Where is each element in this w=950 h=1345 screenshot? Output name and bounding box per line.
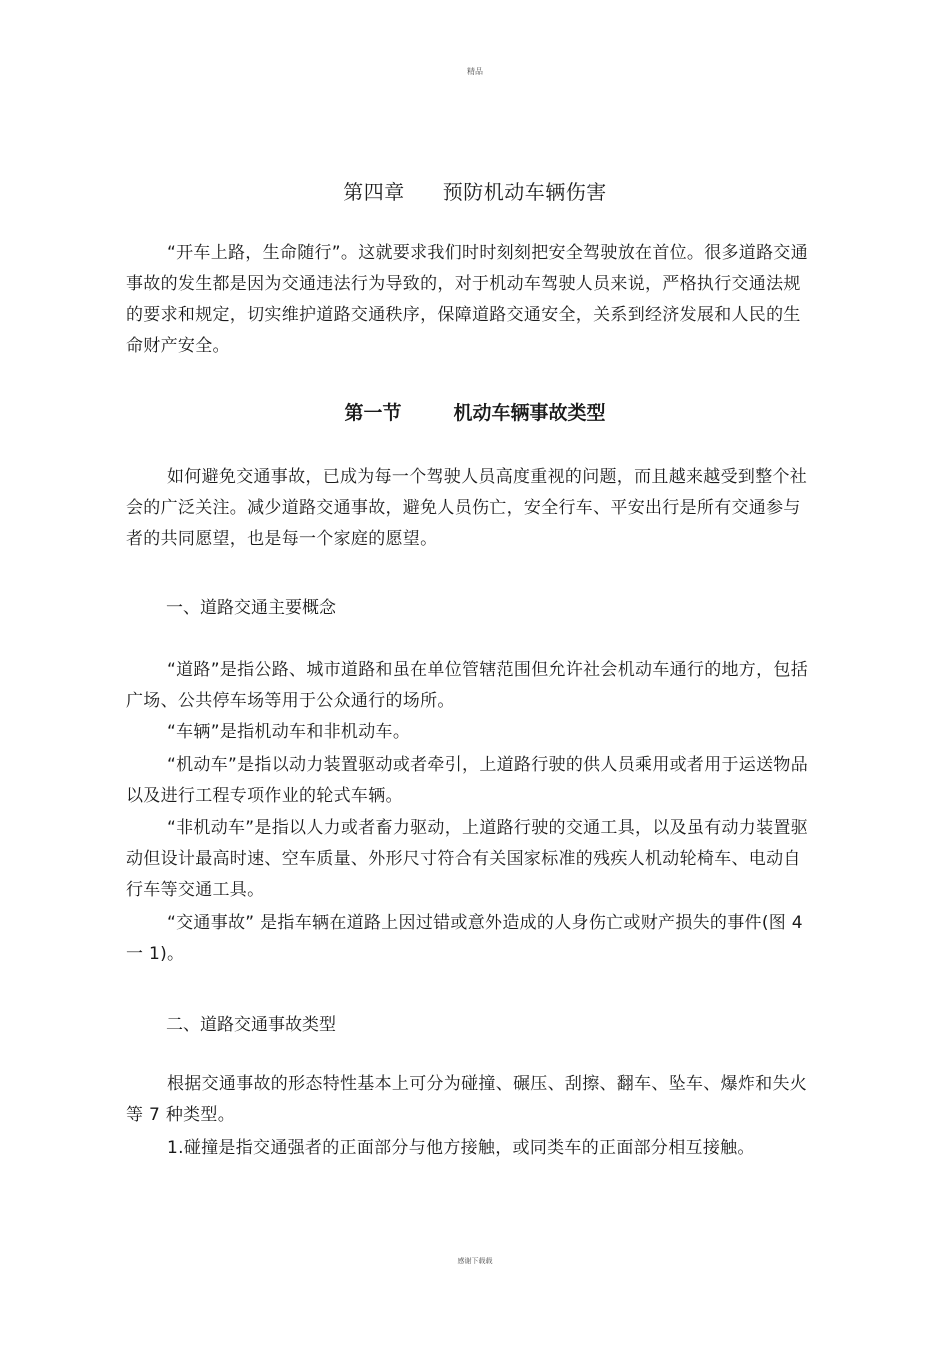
- accident-types-paragraph: 根据交通事故的形态特性基本上可分为碰撞、碾压、刮擦、翻车、坠车、爆炸和失火等 7 种类型。: [126, 1074, 808, 1125]
- page-header: 精品: [467, 67, 483, 76]
- definition-non-motor-vehicle: “非机动车”是指以人力或者畜力驱动，上道路行驶的交通工具，以及虽有动力装置驱动但设计最高时速、空车质量、外形尺寸符合有关国家标准的残疾人机动轮椅车、电动自行车等交通工具。: [126, 818, 809, 900]
- collision-item: 1.碰撞是指交通强者的正面部分与他方接触，或同类车的正面部分相互接触。: [167, 1138, 755, 1158]
- chapter-title: [0, 176, 950, 205]
- chapter-title-text: 预防机动车辆伤害: [442, 180, 607, 204]
- intro-paragraph: “开车上路，生命随行”。这就要求我们时时刻刻把安全驾驶放在首位。很多道路交通事故的发生都是因为交通违法行为导致的，对于机动车驾驶人员来说，严格执行交通法规的要求和规定，切实维护道路交通秩序，保障道路交通安全，关系到经济发展和人民的生命财产安全。: [126, 243, 809, 356]
- definition-motor-vehicle: “机动车”是指以动力装置驱动或者牵引，上道路行驶的供人员乘用或者用于运送物品以及进行工程专项作业的轮式车辆。: [126, 755, 809, 806]
- section-paragraph: 如何避免交通事故，已成为每一个驾驶人员高度重视的问题，而且越来越受到整个社会的广泛关注。减少道路交通事故，避免人员伤亡，安全行车、平安出行是所有交通参与者的共同愿望，也是每一个家庭的愿望。: [126, 467, 808, 549]
- section-title: [0, 398, 950, 425]
- section-title-text: 机动车辆事故类型: [453, 402, 606, 424]
- subheading-concepts: 一、道路交通主要概念: [166, 598, 336, 618]
- definition-vehicle: “车辆”是指机动车和非机动车。: [167, 722, 411, 742]
- page-footer: 感谢下载载: [457, 1257, 493, 1265]
- chapter-label: 第四章: [343, 180, 405, 204]
- section-label: 第一节: [344, 402, 402, 424]
- definition-traffic-accident: “交通事故” 是指车辆在道路上因过错或意外造成的人身伤亡或财产损失的事件(图 4 一 1)。: [126, 913, 803, 964]
- subheading-accident-types: 二、道路交通事故类型: [166, 1015, 336, 1035]
- definition-road: “道路”是指公路、城市道路和虽在单位管辖范围但允许社会机动车通行的地方，包括广场、公共停车场等用于公众通行的场所。: [126, 660, 809, 711]
